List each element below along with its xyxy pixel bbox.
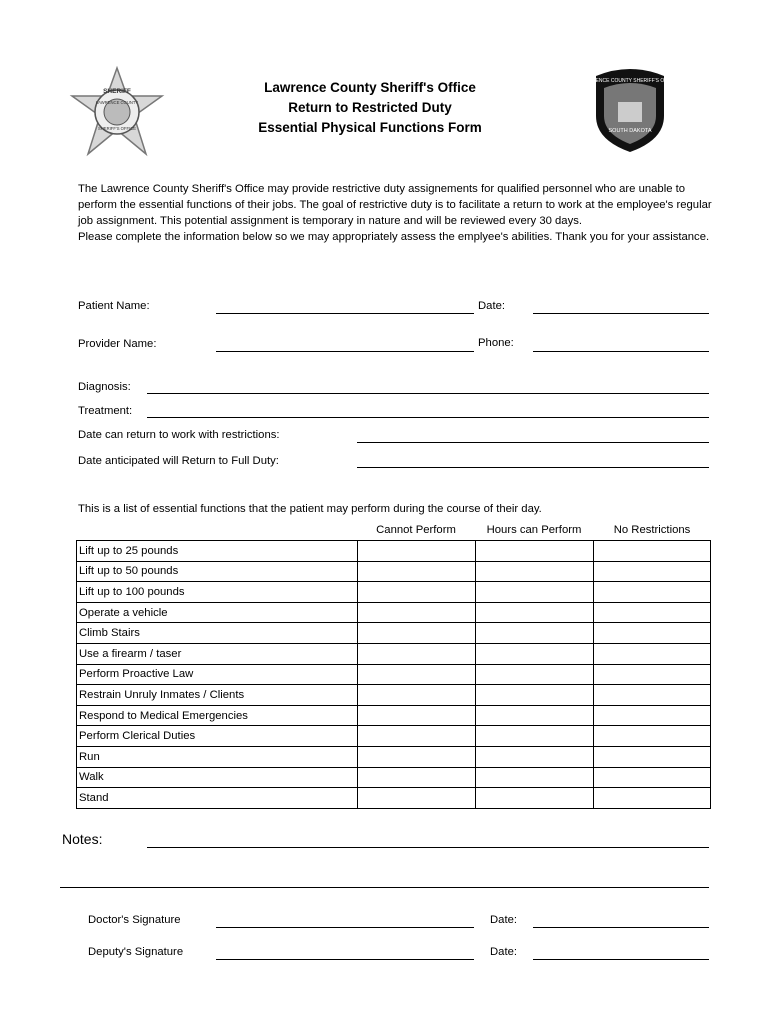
notes-label: Notes: xyxy=(62,831,103,847)
cannot-perform-cell[interactable] xyxy=(358,746,476,767)
form-title-form: Essential Physical Functions Form xyxy=(258,120,482,135)
cannot-perform-cell[interactable] xyxy=(358,705,476,726)
hours-can-perform-cell[interactable] xyxy=(476,767,594,788)
hours-can-perform-cell[interactable] xyxy=(476,664,594,685)
form-title-duty: Return to Restricted Duty xyxy=(288,100,452,115)
function-row xyxy=(77,726,711,747)
function-name: Stand xyxy=(77,788,358,809)
cannot-perform-cell[interactable] xyxy=(358,664,476,685)
no-restrictions-cell[interactable] xyxy=(594,788,711,809)
no-restrictions-cell[interactable] xyxy=(594,726,711,747)
function-row xyxy=(77,746,711,767)
hours-can-perform-cell[interactable] xyxy=(476,623,594,644)
cannot-perform-cell[interactable] xyxy=(358,561,476,582)
function-name: Lift up to 100 pounds xyxy=(77,582,358,603)
function-name: Climb Stairs xyxy=(77,623,358,644)
no-restrictions-cell[interactable] xyxy=(594,582,711,603)
treatment-label: Treatment: xyxy=(78,405,133,417)
function-name: Respond to Medical Emergencies xyxy=(77,705,358,726)
patient-name-label: Patient Name: xyxy=(78,300,150,312)
deputy-date-label: Date: xyxy=(490,946,518,958)
col-header-no-restrictions: No Restrictions xyxy=(613,524,691,536)
hours-can-perform-cell[interactable] xyxy=(476,788,594,809)
function-row xyxy=(77,602,711,623)
cannot-perform-cell[interactable] xyxy=(358,726,476,747)
patient-name-field[interactable] xyxy=(216,313,474,314)
phone-field[interactable] xyxy=(533,351,709,352)
cannot-perform-cell[interactable] xyxy=(358,623,476,644)
no-restrictions-cell[interactable] xyxy=(594,561,711,582)
doctor-date-field[interactable] xyxy=(533,927,709,928)
col-header-cannot-perform: Cannot Perform xyxy=(376,524,456,536)
hours-can-perform-cell[interactable] xyxy=(476,561,594,582)
date-field[interactable] xyxy=(533,313,709,314)
cannot-perform-cell[interactable] xyxy=(358,767,476,788)
deputy-signature-label: Deputy's Signature xyxy=(88,946,184,958)
no-restrictions-cell[interactable] xyxy=(594,602,711,623)
function-row xyxy=(77,561,711,582)
function-row xyxy=(77,664,711,685)
notes-field-line-2[interactable] xyxy=(60,887,709,888)
function-name: Operate a vehicle xyxy=(77,602,358,623)
functions-intro: This is a list of essential functions that the patient may perform during the course of their day. xyxy=(78,503,542,515)
return-full-duty-field[interactable] xyxy=(357,467,709,468)
date-label: Date: xyxy=(478,300,506,312)
col-header-hours-can-perform: Hours can Perform xyxy=(486,524,582,536)
sheriff-star-logo xyxy=(66,66,168,158)
diagnosis-field[interactable] xyxy=(147,393,709,394)
function-name: Restrain Unruly Inmates / Clients xyxy=(77,685,358,706)
function-row xyxy=(77,767,711,788)
star-text-ring: LAWRENCE COUNTY xyxy=(95,100,139,105)
function-row xyxy=(77,788,711,809)
no-restrictions-cell[interactable] xyxy=(594,767,711,788)
cannot-perform-cell[interactable] xyxy=(358,685,476,706)
hours-can-perform-cell[interactable] xyxy=(476,582,594,603)
no-restrictions-cell[interactable] xyxy=(594,623,711,644)
intro-text xyxy=(78,181,714,245)
function-name: Use a firearm / taser xyxy=(77,643,358,664)
phone-label: Phone: xyxy=(478,337,514,349)
function-row xyxy=(77,541,711,562)
return-with-restrictions-field[interactable] xyxy=(357,442,709,443)
no-restrictions-cell[interactable] xyxy=(594,746,711,767)
provider-name-field[interactable] xyxy=(216,351,474,352)
function-row xyxy=(77,623,711,644)
cannot-perform-cell[interactable] xyxy=(358,602,476,623)
hours-can-perform-cell[interactable] xyxy=(476,726,594,747)
no-restrictions-cell[interactable] xyxy=(594,705,711,726)
no-restrictions-cell[interactable] xyxy=(594,541,711,562)
no-restrictions-cell[interactable] xyxy=(594,664,711,685)
function-name: Run xyxy=(77,746,358,767)
no-restrictions-cell[interactable] xyxy=(594,643,711,664)
hours-can-perform-cell[interactable] xyxy=(476,643,594,664)
return-with-restrictions-label: Date can return to work with restrictions: xyxy=(78,429,280,441)
function-row xyxy=(77,685,711,706)
function-name: Perform Clerical Duties xyxy=(77,726,358,747)
shield-text-bottom: SOUTH DAKOTA xyxy=(608,128,652,134)
cannot-perform-cell[interactable] xyxy=(358,643,476,664)
return-full-duty-label: Date anticipated will Return to Full Duty: xyxy=(78,455,279,467)
hours-can-perform-cell[interactable] xyxy=(476,602,594,623)
function-name: Lift up to 50 pounds xyxy=(77,561,358,582)
hours-can-perform-cell[interactable] xyxy=(476,705,594,726)
star-text-bottom: SHERIFF'S OFFICE xyxy=(97,126,137,131)
essential-functions-table xyxy=(76,540,711,809)
treatment-field[interactable] xyxy=(147,417,709,418)
cannot-perform-cell[interactable] xyxy=(358,582,476,603)
function-name: Walk xyxy=(77,767,358,788)
cannot-perform-cell[interactable] xyxy=(358,788,476,809)
diagnosis-label: Diagnosis: xyxy=(78,381,131,393)
function-row xyxy=(77,643,711,664)
sheriff-shield-logo xyxy=(581,66,679,154)
hours-can-perform-cell[interactable] xyxy=(476,541,594,562)
provider-name-label: Provider Name: xyxy=(78,338,157,350)
hours-can-perform-cell[interactable] xyxy=(476,685,594,706)
function-name: Lift up to 25 pounds xyxy=(77,541,358,562)
cannot-perform-cell[interactable] xyxy=(358,541,476,562)
star-text-top: SHERIFF xyxy=(103,88,131,95)
doctor-signature-field[interactable] xyxy=(216,927,474,928)
no-restrictions-cell[interactable] xyxy=(594,685,711,706)
shield-text-ring: LAWRENCE COUNTY SHERIFF'S OFFICE xyxy=(581,78,679,84)
doctor-date-label: Date: xyxy=(490,914,518,926)
function-row xyxy=(77,705,711,726)
function-name: Perform Proactive Law xyxy=(77,664,358,685)
intro-paragraph-2: Please complete the information below so we may appropriately assess the emplyee's abilities. Thank you for your assistance. xyxy=(78,231,710,243)
hours-can-perform-cell[interactable] xyxy=(476,746,594,767)
deputy-date-field[interactable] xyxy=(533,959,709,960)
intro-paragraph-1: The Lawrence County Sheriff's Office may provide restrictive duty assignements for qualified personnel who are unable to perform the essential functions of their jobs. The goal of restrictive duty is to facilitate a return to work at the employee's regular job assignment. This potential assignment is temporary in nature and will be reviewed every 30 days. xyxy=(78,183,712,227)
notes-field-line-1[interactable] xyxy=(147,847,709,848)
deputy-signature-field[interactable] xyxy=(216,959,474,960)
form-title-office: Lawrence County Sheriff's Office xyxy=(264,80,476,95)
doctor-signature-label: Doctor's Signature xyxy=(88,914,181,926)
function-row xyxy=(77,582,711,603)
